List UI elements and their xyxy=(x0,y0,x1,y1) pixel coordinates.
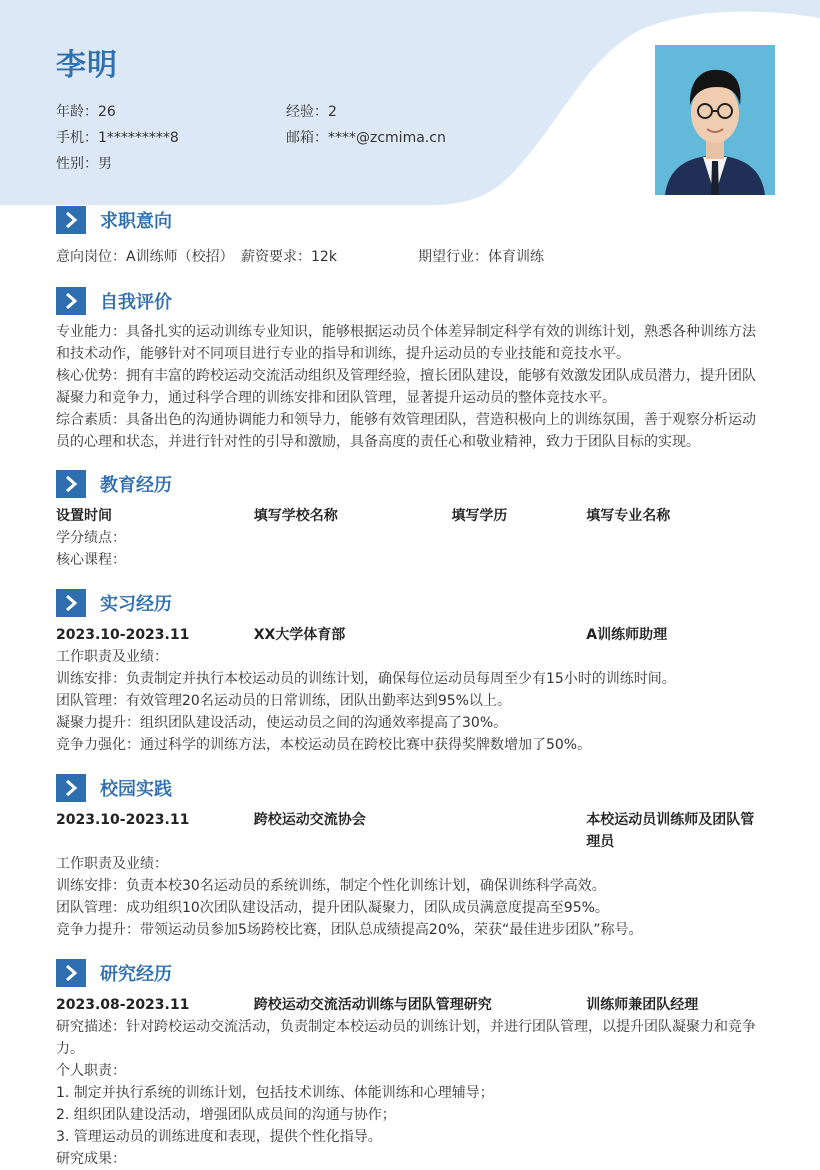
section-title: 研究经历 xyxy=(100,964,172,985)
internship-org: XX大学体育部 xyxy=(253,627,346,643)
job-intention-row xyxy=(56,246,766,268)
education-row xyxy=(56,505,766,527)
section-header xyxy=(56,773,766,803)
resume-header xyxy=(0,0,820,210)
research-project: 跨校运动交流活动训练与团队管理研究 xyxy=(253,997,492,1013)
chevron-right-icon xyxy=(56,589,86,617)
campus-date: 2023.10-2023.11 xyxy=(56,812,190,828)
text-line: 竞争力提升：带领运动员参加5场跨校比赛，团队总成绩提高20%，荣获“最佳进步团队”称号。 xyxy=(56,922,643,938)
chevron-right-icon xyxy=(56,774,86,802)
internship-role: A训练师助理 xyxy=(586,627,668,643)
self-evaluation-section xyxy=(56,286,766,453)
education-major: 填写专业名称 xyxy=(586,508,671,524)
text-line: 1. 制定并执行系统的训练计划，包括技术训练、体能训练和心理辅导； xyxy=(56,1085,494,1101)
text-line: 团队管理：成功组织10次团队建设活动，提升团队凝聚力，团队成员满意度提高至95%。 xyxy=(56,900,609,916)
profile-photo xyxy=(655,45,775,195)
text-line: 员的心理和状态，并进行针对性的引导和激励，具备高度的责任心和敬业精神，致力于团队目标的实现。 xyxy=(56,434,700,450)
experience-field: 经验：2 xyxy=(286,104,337,120)
text-line: 训练安排：负责本校30名运动员的系统训练，制定个性化训练计划，确保训练科学高效。 xyxy=(56,878,606,894)
desired-salary: 薪资要求：12k xyxy=(241,249,337,265)
self-evaluation-text xyxy=(56,321,766,453)
research-section xyxy=(56,958,766,1170)
text-line: 团队管理：有效管理20名运动员的日常训练，团队出勤率达到95%以上。 xyxy=(56,693,511,709)
section-title: 自我评价 xyxy=(100,292,172,313)
section-title: 求职意向 xyxy=(100,211,172,232)
campus-org: 跨校运动交流协会 xyxy=(253,812,366,828)
text-line: 3. 管理运动员的训练进度和表现，提供个性化指导。 xyxy=(56,1129,382,1145)
chevron-right-icon xyxy=(56,959,86,987)
internship-date: 2023.10-2023.11 xyxy=(56,627,190,643)
job-intention-section xyxy=(56,205,766,268)
text-line: 核心优势：拥有丰富的跨校运动交流活动组织及管理经验，擅长团队建设，能够有效激发团队成员潜力，提升团队 xyxy=(56,368,756,384)
text-line: 研究成果： xyxy=(56,1151,126,1167)
section-header xyxy=(56,588,766,618)
text-line: 专业能力：具备扎实的运动训练专业知识，能够根据运动员个体差异制定科学有效的训练计划，熟悉各种训练方法 xyxy=(56,324,756,340)
text-line: 研究描述：针对跨校运动交流活动，负责制定本校运动员的训练计划，并进行团队管理，以提升团队凝聚力和竞争 xyxy=(56,1019,756,1035)
chevron-right-icon xyxy=(56,287,86,315)
email-field: 邮箱：****@zcmima.cn xyxy=(286,130,446,146)
internship-section xyxy=(56,588,766,756)
text-line: 凝聚力提升：组织团队建设活动，使运动员之间的沟通效率提高了30%。 xyxy=(56,715,508,731)
education-section xyxy=(56,469,766,571)
desired-position: 意向岗位：A训练师（校招） xyxy=(56,249,234,265)
chevron-right-icon xyxy=(56,470,86,498)
gender-field: 性别：男 xyxy=(56,156,112,172)
text-line: 工作职责及业绩： xyxy=(56,856,168,872)
education-degree: 填写学历 xyxy=(451,508,508,524)
candidate-name: 李明 xyxy=(56,48,118,83)
text-line: 2. 组织团队建设活动，增强团队成员间的沟通与协作； xyxy=(56,1107,396,1123)
internship-row xyxy=(56,624,766,646)
text-line: 训练安排：负责制定并执行本校运动员的训练计划，确保每位运动员每周至少有15小时的训练时间。 xyxy=(56,671,676,687)
chevron-right-icon xyxy=(56,206,86,234)
phone-field: 手机：1*********8 xyxy=(56,130,179,146)
education-gpa: 学分绩点： xyxy=(56,530,126,546)
text-line: 力。 xyxy=(56,1041,84,1057)
research-date: 2023.08-2023.11 xyxy=(56,997,190,1013)
text-line: 工作职责及业绩： xyxy=(56,649,168,665)
section-title: 教育经历 xyxy=(100,475,172,496)
desired-industry: 期望行业：体育训练 xyxy=(418,249,544,265)
campus-row xyxy=(56,809,766,853)
research-role: 训练师兼团队经理 xyxy=(586,997,699,1013)
campus-practice-section xyxy=(56,773,766,941)
text-line: 凝聚力和竞争力，通过科学合理的训练安排和团队管理，显著提升运动员的整体竞技水平。 xyxy=(56,390,616,406)
section-header xyxy=(56,958,766,988)
education-courses: 核心课程： xyxy=(56,552,126,568)
education-school: 填写学校名称 xyxy=(253,508,338,524)
education-time: 设置时间 xyxy=(56,508,112,524)
section-title: 实习经历 xyxy=(100,594,172,615)
campus-role: 本校运动员训练师及团队管 理员 xyxy=(586,812,755,850)
section-header xyxy=(56,469,766,499)
text-line: 综合素质：具备出色的沟通协调能力和领导力，能够有效管理团队，营造积极向上的训练氛围，善于观察分析运动 xyxy=(56,412,756,428)
section-header xyxy=(56,286,766,316)
section-title: 校园实践 xyxy=(100,779,172,800)
research-row xyxy=(56,994,766,1016)
text-line: 竞争力强化：通过科学的训练方法，本校运动员在跨校比赛中获得奖牌数增加了50%。 xyxy=(56,737,592,753)
text-line: 和技术动作，能够针对不同项目进行专业的指导和训练，提升运动员的专业技能和竞技水平。 xyxy=(56,346,630,362)
age-field: 年龄：26 xyxy=(56,104,116,120)
text-line: 个人职责： xyxy=(56,1063,126,1079)
